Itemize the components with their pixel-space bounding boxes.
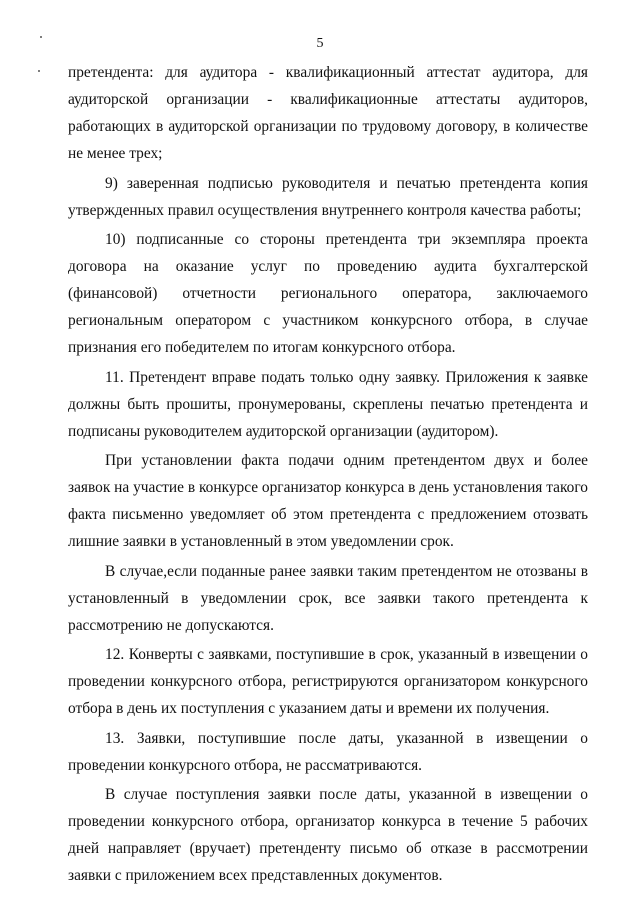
paragraph-late-submission: В случае поступления заявки после даты, указанной в извещении о проведении конкурсного отбора, организатор конкурса в течение 5 рабочих дней направляет (вручает) претенденту письмо об отказе в рассмотрении заявки с приложением всех представленных документов. [68,786,588,884]
paragraph-clause-12: 12. Конверты с заявками, поступившие в срок, указанный в извещении о проведении конкурсного отбора, регистрируются организатором конкурсного отбора в день их поступления с указанием даты и времени их получения. [68,646,588,717]
scan-speck [38,70,40,72]
paragraph-clause-11: 11. Претендент вправе подать только одну заявку. Приложения к заявке должны быть прошиты, пронумерованы, скреплены печатью претендента и подписаны руководителем аудиторской организации (аудитором). [68,368,588,440]
document-body [68,59,588,892]
paragraph-continuation: претендента: для аудитора - квалификационный аттестат аудитора, для аудиторской организации - квалификационные аттестаты аудиторов, работающих в аудиторской организации по трудовому договору, в количестве не менее трех; [68,64,588,162]
paragraph-item-10: 10) подписанные со стороны претендента три экземпляра проекта договора на оказание услуг по проведению аудита бухгалтерской (финансовой) отчетности регионального оператора, заключаемого региональным оператором с участником конкурсного отбора, в случае признания его победителем по итогам конкурсного отбора. [68,231,588,356]
paragraph-multiple-applications: При установлении факта подачи одним претендентом двух и более заявок на участие в конкурсе организатор конкурса в день установления такого факта письменно уведомляет об этом претендента с предложением отозвать лишние заявки в установленный в этом уведомлении срок. [68,452,588,550]
page-number: 5 [316,36,324,51]
paragraph-not-withdrawn: В случае,если поданные ранее заявки таким претендентом не отозваны в установленный в уведомлении срок, все заявки такого претендента к рассмотрению не допускаются. [68,562,588,634]
paragraph-clause-13: 13. Заявки, поступившие после даты, указанной в извещении о проведении конкурсного отбора, не рассматриваются. [68,729,588,774]
paragraph-item-9: 9) заверенная подписью руководителя и печатью претендента копия утвержденных правил осуществления внутреннего контроля качества работы; [68,174,588,219]
